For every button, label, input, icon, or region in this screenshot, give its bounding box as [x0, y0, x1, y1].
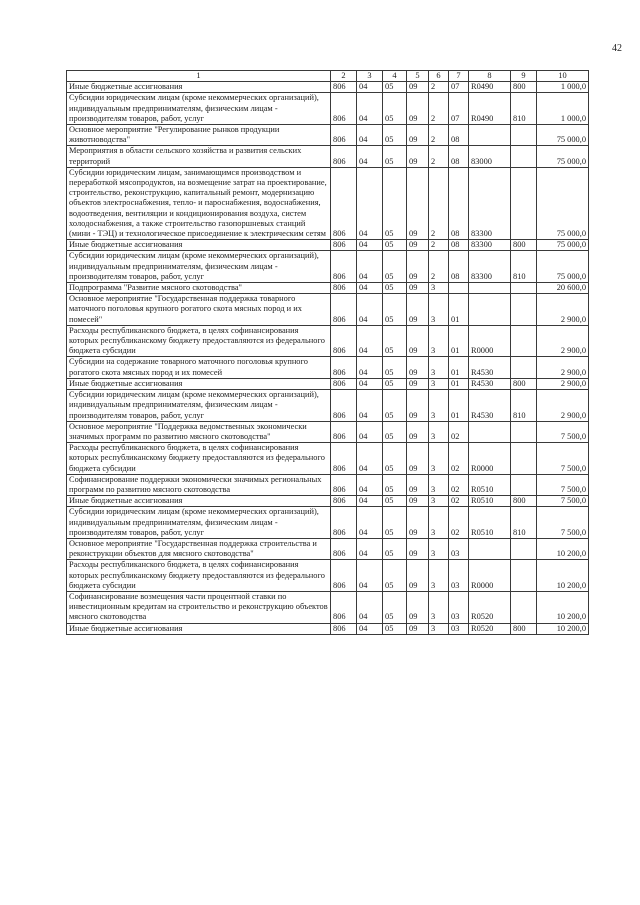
header-cell: 2 [331, 71, 357, 82]
section-code-cell: 04 [357, 443, 383, 475]
subprogram-code-cell: 3 [429, 294, 449, 326]
activity-code-cell: 01 [449, 357, 469, 378]
activity-code-cell: 03 [449, 538, 469, 559]
section-code-cell: 04 [357, 294, 383, 326]
amount-cell: 2 900,0 [537, 294, 589, 326]
section-code-cell: 04 [357, 167, 383, 239]
ministry-code-cell: 806 [331, 474, 357, 495]
subprogram-code-cell: 3 [429, 496, 449, 507]
subprogram-code-cell: 3 [429, 421, 449, 442]
expense-type-code-cell [511, 474, 537, 495]
activity-code-cell: 07 [449, 82, 469, 93]
subsection-code-cell: 05 [383, 443, 407, 475]
expense-type-code-cell [511, 283, 537, 294]
expense-item-code-cell: 83300 [469, 167, 511, 239]
subprogram-code-cell: 2 [429, 146, 449, 167]
header-cell: 7 [449, 71, 469, 82]
expense-type-code-cell [511, 538, 537, 559]
table-row [67, 560, 589, 592]
subprogram-code-cell: 3 [429, 325, 449, 357]
ministry-code-cell: 806 [331, 507, 357, 539]
expense-type-code-cell [511, 294, 537, 326]
item-description-cell: Иные бюджетные ассигнования [67, 623, 331, 634]
item-description-cell: Основное мероприятие "Регулирование рынков продукции животноводства" [67, 125, 331, 146]
section-code-cell: 04 [357, 325, 383, 357]
expense-type-code-cell: 800 [511, 496, 537, 507]
activity-code-cell: 07 [449, 93, 469, 125]
header-cell: 3 [357, 71, 383, 82]
section-code-cell: 04 [357, 240, 383, 251]
item-description-cell: Мероприятия в области сельского хозяйства и развития сельских территорий [67, 146, 331, 167]
item-description-cell: Субсидии юридическим лицам (кроме некоммерческих организаций), индивидуальным предпринимателям, физическим лицам - производителям товаров, работ, услуг [67, 507, 331, 539]
amount-cell: 2 900,0 [537, 325, 589, 357]
section-code-cell: 04 [357, 125, 383, 146]
amount-cell: 20 600,0 [537, 283, 589, 294]
table-row [67, 390, 589, 422]
expense-item-code-cell [469, 125, 511, 146]
table-row [67, 82, 589, 93]
amount-cell: 75 000,0 [537, 146, 589, 167]
section-code-cell: 04 [357, 560, 383, 592]
amount-cell: 10 200,0 [537, 538, 589, 559]
amount-cell: 2 900,0 [537, 378, 589, 389]
item-description-cell: Субсидии юридическим лицам, занимающимся производством и переработкой мясопродуктов, на возмещение затрат на проектирование, строительство, реконструкцию, капитальный ремонт, модернизацию объектов электроснабжения, тепло- и пароснабжения, водоснабжения, водоотведения, вентиляции и кондиционирования воздуха, систем холодоснабжения, а также строительство газопоршневых станций (мини - ТЭЦ) и технологическое присоединение к электрическим сетям [67, 167, 331, 239]
expense-item-code-cell: R0490 [469, 82, 511, 93]
program-code-cell: 09 [407, 125, 429, 146]
ministry-code-cell: 806 [331, 378, 357, 389]
amount-cell: 10 200,0 [537, 591, 589, 623]
expense-item-code-cell: R0520 [469, 591, 511, 623]
table-row [67, 294, 589, 326]
amount-cell: 7 500,0 [537, 443, 589, 475]
subsection-code-cell: 05 [383, 560, 407, 592]
program-code-cell: 09 [407, 325, 429, 357]
subsection-code-cell: 05 [383, 167, 407, 239]
subsection-code-cell: 05 [383, 125, 407, 146]
header-cell: 6 [429, 71, 449, 82]
expense-type-code-cell: 810 [511, 251, 537, 283]
item-description-cell: Расходы республиканского бюджета, в целях софинансирования которых республиканскому бюджету предоставляются из федерального бюджета субсидии [67, 560, 331, 592]
subprogram-code-cell: 3 [429, 507, 449, 539]
program-code-cell: 09 [407, 283, 429, 294]
program-code-cell: 09 [407, 623, 429, 634]
expense-type-code-cell: 800 [511, 623, 537, 634]
item-description-cell: Иные бюджетные ассигнования [67, 378, 331, 389]
activity-code-cell: 03 [449, 623, 469, 634]
expense-type-code-cell: 810 [511, 93, 537, 125]
ministry-code-cell: 806 [331, 623, 357, 634]
ministry-code-cell: 806 [331, 125, 357, 146]
expense-type-code-cell [511, 591, 537, 623]
ministry-code-cell: 806 [331, 560, 357, 592]
program-code-cell: 09 [407, 146, 429, 167]
ministry-code-cell: 806 [331, 325, 357, 357]
ministry-code-cell: 806 [331, 167, 357, 239]
item-description-cell: Иные бюджетные ассигнования [67, 82, 331, 93]
program-code-cell: 09 [407, 240, 429, 251]
subprogram-code-cell: 3 [429, 283, 449, 294]
header-cell: 1 [67, 71, 331, 82]
expense-type-code-cell [511, 167, 537, 239]
expense-type-code-cell [511, 125, 537, 146]
subsection-code-cell: 05 [383, 325, 407, 357]
expense-item-code-cell [469, 294, 511, 326]
ministry-code-cell: 806 [331, 283, 357, 294]
subprogram-code-cell: 2 [429, 251, 449, 283]
item-description-cell: Основное мероприятие "Поддержка ведомственных экономически значимых программ по развитию мясного скотоводства" [67, 421, 331, 442]
section-code-cell: 04 [357, 474, 383, 495]
expense-type-code-cell [511, 560, 537, 592]
item-description-cell: Основное мероприятие "Государственная поддержка строительства и реконструкции объектов для мясного скотоводства" [67, 538, 331, 559]
table-row [67, 443, 589, 475]
expense-item-code-cell: R0000 [469, 560, 511, 592]
table-row [67, 357, 589, 378]
section-code-cell: 04 [357, 357, 383, 378]
subsection-code-cell: 05 [383, 357, 407, 378]
ministry-code-cell: 806 [331, 421, 357, 442]
subsection-code-cell: 05 [383, 378, 407, 389]
expense-type-code-cell: 810 [511, 507, 537, 539]
expense-type-code-cell [511, 325, 537, 357]
subprogram-code-cell: 3 [429, 591, 449, 623]
program-code-cell: 09 [407, 474, 429, 495]
table-row [67, 283, 589, 294]
program-code-cell: 09 [407, 294, 429, 326]
page-number: 42 [612, 43, 622, 54]
subsection-code-cell: 05 [383, 93, 407, 125]
section-code-cell: 04 [357, 82, 383, 93]
table-row [67, 93, 589, 125]
item-description-cell: Подпрограмма "Развитие мясного скотоводства" [67, 283, 331, 294]
expense-type-code-cell: 810 [511, 390, 537, 422]
subsection-code-cell: 05 [383, 283, 407, 294]
subprogram-code-cell: 2 [429, 82, 449, 93]
expense-item-code-cell: R0510 [469, 474, 511, 495]
amount-cell: 75 000,0 [537, 167, 589, 239]
expense-item-code-cell: 83300 [469, 251, 511, 283]
amount-cell: 2 900,0 [537, 357, 589, 378]
table-row [67, 146, 589, 167]
amount-cell: 10 200,0 [537, 560, 589, 592]
expense-item-code-cell: R0520 [469, 623, 511, 634]
amount-cell: 1 000,0 [537, 93, 589, 125]
table-row [67, 538, 589, 559]
ministry-code-cell: 806 [331, 390, 357, 422]
section-code-cell: 04 [357, 591, 383, 623]
subsection-code-cell: 05 [383, 538, 407, 559]
table-row [67, 251, 589, 283]
item-description-cell: Субсидии юридическим лицам (кроме некоммерческих организаций), индивидуальным предпринимателям, физическим лицам - производителям товаров, работ, услуг [67, 251, 331, 283]
subprogram-code-cell: 3 [429, 474, 449, 495]
activity-code-cell [449, 283, 469, 294]
amount-cell: 7 500,0 [537, 474, 589, 495]
expense-item-code-cell: R0000 [469, 325, 511, 357]
ministry-code-cell: 806 [331, 146, 357, 167]
header-cell: 4 [383, 71, 407, 82]
expense-item-code-cell [469, 538, 511, 559]
ministry-code-cell: 806 [331, 294, 357, 326]
amount-cell: 75 000,0 [537, 251, 589, 283]
amount-cell: 10 200,0 [537, 623, 589, 634]
expense-item-code-cell: R0000 [469, 443, 511, 475]
program-code-cell: 09 [407, 167, 429, 239]
program-code-cell: 09 [407, 421, 429, 442]
section-code-cell: 04 [357, 251, 383, 283]
subsection-code-cell: 05 [383, 507, 407, 539]
ministry-code-cell: 806 [331, 93, 357, 125]
activity-code-cell: 02 [449, 474, 469, 495]
amount-cell: 1 000,0 [537, 82, 589, 93]
activity-code-cell: 02 [449, 443, 469, 475]
expense-item-code-cell: R4530 [469, 357, 511, 378]
expense-item-code-cell: 83000 [469, 146, 511, 167]
table-row [67, 240, 589, 251]
program-code-cell: 09 [407, 591, 429, 623]
item-description-cell: Софинансирование возмещения части процентной ставки по инвестиционным кредитам на строительство и реконструкцию объектов мясного скотоводства [67, 591, 331, 623]
table-row [67, 167, 589, 239]
amount-cell: 75 000,0 [537, 240, 589, 251]
amount-cell: 2 900,0 [537, 390, 589, 422]
subsection-code-cell: 05 [383, 591, 407, 623]
expense-item-code-cell: R4530 [469, 378, 511, 389]
expense-type-code-cell [511, 357, 537, 378]
section-code-cell: 04 [357, 146, 383, 167]
expense-type-code-cell: 800 [511, 240, 537, 251]
amount-cell: 7 500,0 [537, 496, 589, 507]
table-row [67, 125, 589, 146]
ministry-code-cell: 806 [331, 251, 357, 283]
item-description-cell: Иные бюджетные ассигнования [67, 240, 331, 251]
expense-item-code-cell [469, 421, 511, 442]
amount-cell: 75 000,0 [537, 125, 589, 146]
subprogram-code-cell: 3 [429, 538, 449, 559]
subsection-code-cell: 05 [383, 496, 407, 507]
activity-code-cell: 03 [449, 560, 469, 592]
expense-item-code-cell: R4530 [469, 390, 511, 422]
table-row [67, 474, 589, 495]
table-row [67, 507, 589, 539]
subprogram-code-cell: 3 [429, 378, 449, 389]
amount-cell: 7 500,0 [537, 507, 589, 539]
program-code-cell: 09 [407, 507, 429, 539]
activity-code-cell: 01 [449, 294, 469, 326]
ministry-code-cell: 806 [331, 496, 357, 507]
ministry-code-cell: 806 [331, 357, 357, 378]
section-code-cell: 04 [357, 421, 383, 442]
header-cell: 10 [537, 71, 589, 82]
program-code-cell: 09 [407, 82, 429, 93]
item-description-cell: Иные бюджетные ассигнования [67, 496, 331, 507]
expense-type-code-cell [511, 146, 537, 167]
item-description-cell: Софинансирование поддержки экономически значимых региональных программ по развитию мясного скотоводства [67, 474, 331, 495]
expense-item-code-cell: R0490 [469, 93, 511, 125]
program-code-cell: 09 [407, 496, 429, 507]
subprogram-code-cell: 3 [429, 357, 449, 378]
expense-item-code-cell [469, 283, 511, 294]
section-code-cell: 04 [357, 390, 383, 422]
table-row [67, 496, 589, 507]
subsection-code-cell: 05 [383, 390, 407, 422]
expense-type-code-cell [511, 443, 537, 475]
table-row [67, 421, 589, 442]
section-code-cell: 04 [357, 507, 383, 539]
header-cell: 8 [469, 71, 511, 82]
item-description-cell: Основное мероприятие "Государственная поддержка товарного маточного поголовья крупного рогатого скота мясных пород и их помесей" [67, 294, 331, 326]
program-code-cell: 09 [407, 560, 429, 592]
item-description-cell: Субсидии юридическим лицам (кроме некоммерческих организаций), индивидуальным предпринимателям, физическим лицам - производителям товаров, работ, услуг [67, 93, 331, 125]
ministry-code-cell: 806 [331, 443, 357, 475]
activity-code-cell: 02 [449, 421, 469, 442]
table-row [67, 378, 589, 389]
activity-code-cell: 08 [449, 125, 469, 146]
program-code-cell: 09 [407, 93, 429, 125]
subprogram-code-cell: 2 [429, 125, 449, 146]
program-code-cell: 09 [407, 538, 429, 559]
subsection-code-cell: 05 [383, 240, 407, 251]
program-code-cell: 09 [407, 357, 429, 378]
budget-table [66, 70, 589, 635]
header-row [67, 71, 589, 82]
subprogram-code-cell: 2 [429, 167, 449, 239]
ministry-code-cell: 806 [331, 591, 357, 623]
ministry-code-cell: 806 [331, 240, 357, 251]
subprogram-code-cell: 2 [429, 240, 449, 251]
amount-cell: 7 500,0 [537, 421, 589, 442]
item-description-cell: Расходы республиканского бюджета, в целях софинансирования которых республиканскому бюджету предоставляются из федерального бюджета субсидии [67, 325, 331, 357]
activity-code-cell: 08 [449, 146, 469, 167]
program-code-cell: 09 [407, 378, 429, 389]
section-code-cell: 04 [357, 378, 383, 389]
header-cell: 9 [511, 71, 537, 82]
section-code-cell: 04 [357, 496, 383, 507]
activity-code-cell: 01 [449, 378, 469, 389]
activity-code-cell: 02 [449, 507, 469, 539]
subsection-code-cell: 05 [383, 251, 407, 283]
subprogram-code-cell: 3 [429, 443, 449, 475]
subprogram-code-cell: 3 [429, 623, 449, 634]
activity-code-cell: 08 [449, 251, 469, 283]
expense-item-code-cell: R0510 [469, 507, 511, 539]
subprogram-code-cell: 2 [429, 93, 449, 125]
header-cell: 5 [407, 71, 429, 82]
subprogram-code-cell: 3 [429, 560, 449, 592]
section-code-cell: 04 [357, 538, 383, 559]
section-code-cell: 04 [357, 93, 383, 125]
expense-type-code-cell: 800 [511, 378, 537, 389]
subprogram-code-cell: 3 [429, 390, 449, 422]
activity-code-cell: 01 [449, 390, 469, 422]
ministry-code-cell: 806 [331, 538, 357, 559]
activity-code-cell: 03 [449, 591, 469, 623]
expense-item-code-cell: 83300 [469, 240, 511, 251]
activity-code-cell: 02 [449, 496, 469, 507]
subsection-code-cell: 05 [383, 421, 407, 442]
subsection-code-cell: 05 [383, 474, 407, 495]
subsection-code-cell: 05 [383, 294, 407, 326]
ministry-code-cell: 806 [331, 82, 357, 93]
subsection-code-cell: 05 [383, 146, 407, 167]
expense-type-code-cell [511, 421, 537, 442]
section-code-cell: 04 [357, 623, 383, 634]
activity-code-cell: 01 [449, 325, 469, 357]
section-code-cell: 04 [357, 283, 383, 294]
program-code-cell: 09 [407, 443, 429, 475]
table-row [67, 623, 589, 634]
item-description-cell: Расходы республиканского бюджета, в целях софинансирования которых республиканскому бюджету предоставляются из федерального бюджета субсидии [67, 443, 331, 475]
table-row [67, 325, 589, 357]
program-code-cell: 09 [407, 390, 429, 422]
subsection-code-cell: 05 [383, 82, 407, 93]
activity-code-cell: 08 [449, 167, 469, 239]
table-row [67, 591, 589, 623]
subsection-code-cell: 05 [383, 623, 407, 634]
expense-type-code-cell: 800 [511, 82, 537, 93]
activity-code-cell: 08 [449, 240, 469, 251]
expense-item-code-cell: R0510 [469, 496, 511, 507]
item-description-cell: Субсидии на содержание товарного маточного поголовья крупного рогатого скота мясных пород и их помесей [67, 357, 331, 378]
item-description-cell: Субсидии юридическим лицам (кроме некоммерческих организаций), индивидуальным предпринимателям, физическим лицам - производителям товаров, работ, услуг [67, 390, 331, 422]
program-code-cell: 09 [407, 251, 429, 283]
